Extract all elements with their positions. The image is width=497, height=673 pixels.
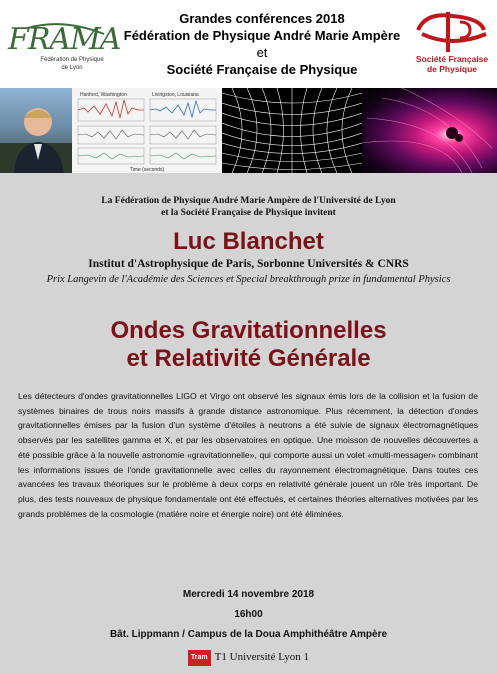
- curved-grid-icon: [222, 88, 362, 173]
- invitation-line: La Fédération de Physique André Marie Ampère de l'Université de Lyon: [101, 196, 396, 206]
- speaker-affiliation: Institut d'Astrophysique de Paris, Sorbonne Universités & CNRS: [88, 258, 409, 270]
- and-word: et: [256, 45, 268, 60]
- speaker-prize: Prix Langevin de l'Académie des Sciences et Special breakthrough prize in fundamental Physics: [46, 274, 451, 285]
- sfp-logo: [412, 8, 492, 83]
- frama-logo-text: FRAMA: [8, 22, 121, 57]
- speaker-portrait-icon: [0, 88, 72, 173]
- plot-right-title: Livingston, Louisiana: [152, 92, 199, 98]
- conference-series-title: Grandes conférences 2018: [179, 11, 345, 26]
- invitation-text: [0, 195, 497, 219]
- sfp-caption-line: Société Française: [415, 54, 489, 64]
- spacetime-grid-image: [222, 88, 362, 173]
- event-time: 16h00: [234, 609, 263, 620]
- announcement-body: [0, 173, 497, 673]
- talk-title-line: et Relativité Générale: [126, 345, 371, 372]
- black-hole-merger-image: [362, 88, 497, 173]
- header-title: [112, 10, 412, 78]
- waveform-plot-icon: [72, 88, 222, 173]
- image-banner: [0, 88, 497, 173]
- event-date: Mercredi 14 novembre 2018: [182, 589, 315, 600]
- talk-title: [0, 317, 497, 373]
- invitation-line: et la Société Française de Physique invitent: [161, 208, 336, 218]
- plot-left-title: Hanford, Washington: [80, 92, 127, 98]
- sfp-emblem-icon: [412, 8, 492, 54]
- tram-stop: T1 Université Lyon 1: [214, 651, 310, 663]
- frama-subtitle-line: de Lyon: [61, 65, 83, 71]
- event-details: [0, 585, 497, 645]
- event-venue: Bât. Lippmann / Campus de la Doua Amphithéâtre Ampère: [109, 629, 388, 640]
- speaker-photo: [0, 88, 72, 173]
- merger-swirl-icon: [362, 88, 497, 173]
- frama-logo: [8, 22, 121, 78]
- header: [0, 0, 497, 88]
- talk-title-line: Ondes Gravitationnelles: [110, 317, 387, 344]
- society-name: Société Française de Physique: [166, 62, 358, 77]
- tram-icon: Tram: [188, 650, 211, 666]
- tram-info: [0, 650, 497, 666]
- plot-axis-label: Time (seconds): [129, 167, 165, 173]
- federation-name: Fédération de Physique André Marie Ampère: [123, 28, 401, 43]
- frama-logo-subtitle: [32, 56, 112, 72]
- talk-abstract: Les détecteurs d'ondes gravitationnelles LIGO et Virgo ont observé les signaux émis lors de la collision et la fusion de systèmes binaires de trous noirs massifs à grande distance astronomique. Plus récemment, la détection d'ondes gravitationnelles émises par la fusion d'un système d'étoiles à neutrons a été suivie de signaux électromagnétiques observés par les satellites gamma et X, et par les observatoires en optique. Une moisson de nouvelles découvertes a été possible grâce à la nouvelle astronomie «gravitationnelle», qui comporte aussi un volet «multi-messager» combinant les informations issues de l'onde gravitationnelle avec celles du rayonnement électromagnétique. Dans toutes ces avancées les travaux théoriques sur le problème à deux corps en relativité générale jouent un rôle très important. De plus, des tests nouveaux de physique fondamentale ont été effectués, et certaines théories alternatives motivées par les grands problèmes de la cosmologie (matière noire et énergie noire) ont été éliminées.: [18, 391, 478, 519]
- frama-subtitle-line: Fédération de Physique: [40, 57, 104, 63]
- speaker-name: Luc Blanchet: [173, 228, 324, 255]
- sfp-caption-line: de Physique: [426, 64, 478, 74]
- ligo-signal-plots: [72, 88, 222, 173]
- sfp-logo-caption: [412, 54, 492, 74]
